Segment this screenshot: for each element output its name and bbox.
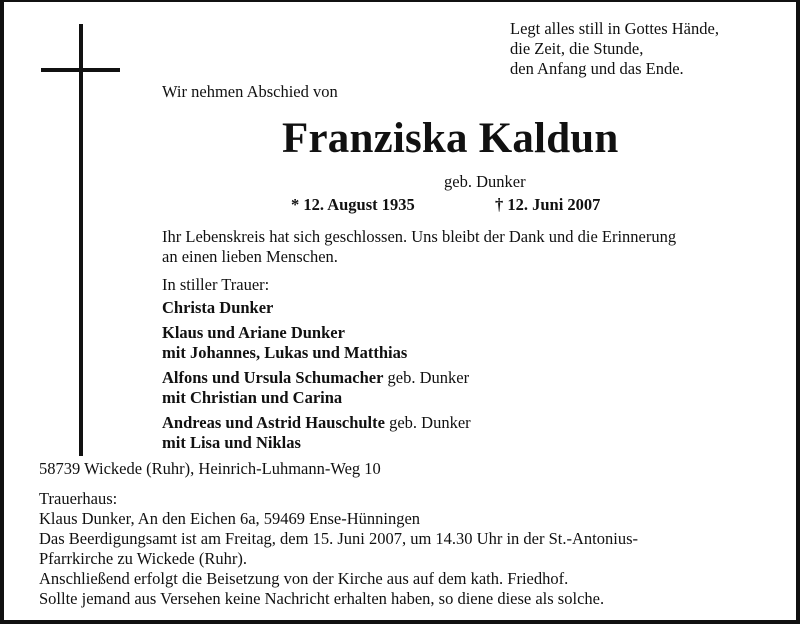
intro-text: Wir nehmen Abschied von [162,82,338,101]
family-list [162,298,471,458]
maiden-suffix: geb. Dunker [384,413,471,432]
maiden-suffix: geb. Dunker [383,368,470,387]
poem [510,19,719,79]
family-line: mit Lisa und Niklas [162,433,301,452]
family-line: Christa Dunker [162,298,274,317]
family-member-names: Alfons und Ursula Schumacher [162,368,384,387]
cross-bar [41,68,120,72]
family-group [162,368,471,408]
life-text-line: Ihr Lebenskreis hat sich geschlossen. Uns bleibt der Dank und die Erinnerung [162,227,677,246]
mourning-label: In stiller Trauer: [162,275,270,294]
family-group [162,323,471,363]
family-group [162,298,471,318]
deceased-name: Franziska Kaldun [282,115,619,162]
cross-icon [79,24,83,456]
family-line: mit Christian und Carina [162,388,343,407]
poem-line: den Anfang und das Ende. [510,59,684,78]
funeral-info [39,489,638,609]
info-line: Das Beerdigungsamt ist am Freitag, dem 15. Juni 2007, um 14.30 Uhr in der St.-Antonius- [39,529,638,548]
family-member-names: Andreas und Astrid Hauschulte [162,413,385,432]
info-line: Anschließend erfolgt die Beisetzung von der Kirche aus auf dem kath. Friedhof. [39,569,569,588]
info-line: Sollte jemand aus Versehen keine Nachricht erhalten haben, so diene diese als solche. [39,589,605,608]
family-line: Klaus und Ariane Dunker [162,323,345,342]
death-date: † 12. Juni 2007 [495,195,601,214]
poem-line: die Zeit, die Stunde, [510,39,644,58]
poem-line: Legt alles still in Gottes Hände, [510,19,719,38]
info-line: Klaus Dunker, An den Eichen 6a, 59469 Ense-Hünningen [39,509,421,528]
info-line: Pfarrkirche zu Wickede (Ruhr). [39,549,247,568]
family-line [162,368,471,388]
info-line: Trauerhaus: [39,489,118,508]
life-text-line: an einen lieben Menschen. [162,247,338,266]
birth-date: * 12. August 1935 [291,195,415,214]
address: 58739 Wickede (Ruhr), Heinrich-Luhmann-Weg 10 [39,459,381,478]
family-line [162,413,471,433]
family-group [162,413,471,453]
family-line: mit Johannes, Lukas und Matthias [162,343,408,362]
maiden-name: geb. Dunker [444,172,526,191]
